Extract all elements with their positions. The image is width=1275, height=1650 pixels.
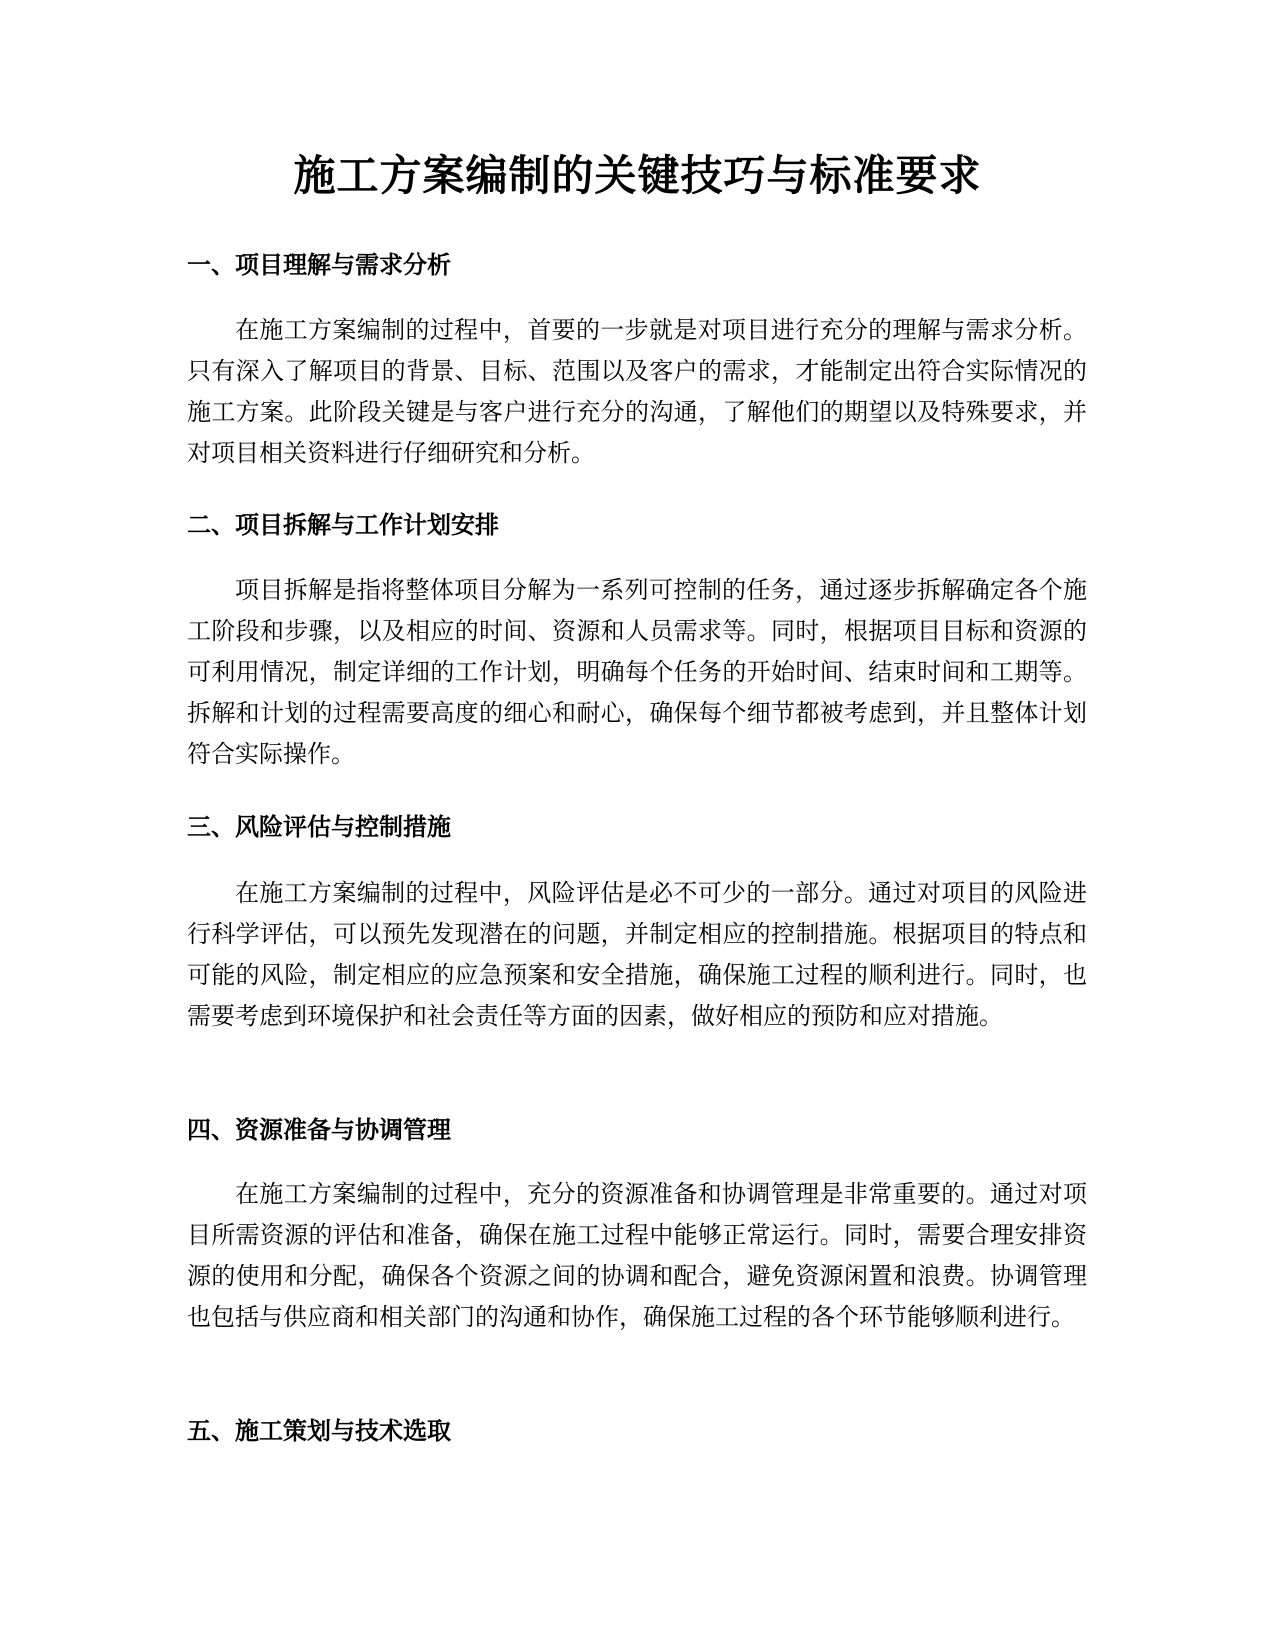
- section-heading-3: 三、风险评估与控制措施: [187, 813, 451, 841]
- page-title: 施工方案编制的关键技巧与标准要求: [293, 151, 982, 200]
- section-heading-2: 二、项目拆解与工作计划安排: [187, 511, 499, 539]
- section-heading-1: 一、项目理解与需求分析: [187, 251, 451, 279]
- section-heading-5: 五、施工策划与技术选取: [187, 1417, 451, 1445]
- section-paragraph-3: 在施工方案编制的过程中，风险评估是必不可少的一部分。通过对项目的风险进行科学评估，可以预先发现潜在的问题，并制定相应的控制措施。根据项目的特点和可能的风险，制定相应的应急预案和安全措施，确保施工过程的顺利进行。同时，也需要考虑到环境保护和社会责任等方面的因素，做好相应的预防和应对措施。: [187, 879, 1087, 1030]
- section-paragraph-4: 在施工方案编制的过程中，充分的资源准备和协调管理是非常重要的。通过对项目所需资源的评估和准备，确保在施工过程中能够正常运行。同时，需要合理安排资源的使用和分配，确保各个资源之间的协调和配合，避免资源闲置和浪费。协调管理也包括与供应商和相关部门的沟通和协作，确保施工过程的各个环节能够顺利进行。: [187, 1180, 1087, 1331]
- section-heading-4: 四、资源准备与协调管理: [187, 1116, 451, 1144]
- section-paragraph-2: 项目拆解是指将整体项目分解为一系列可控制的任务，通过逐步拆解确定各个施工阶段和步骤，以及相应的时间、资源和人员需求等。同时，根据项目目标和资源的可利用情况，制定详细的工作计划，明确每个任务的开始时间、结束时间和工期等。拆解和计划的过程需要高度的细心和耐心，确保每个细节都被考虑到，并且整体计划符合实际操作。: [187, 576, 1087, 768]
- section-paragraph-1: 在施工方案编制的过程中，首要的一步就是对项目进行充分的理解与需求分析。只有深入了解项目的背景、目标、范围以及客户的需求，才能制定出符合实际情况的施工方案。此阶段关键是与客户进行充分的沟通，了解他们的期望以及特殊要求，并对项目相关资料进行仔细研究和分析。: [187, 316, 1087, 467]
